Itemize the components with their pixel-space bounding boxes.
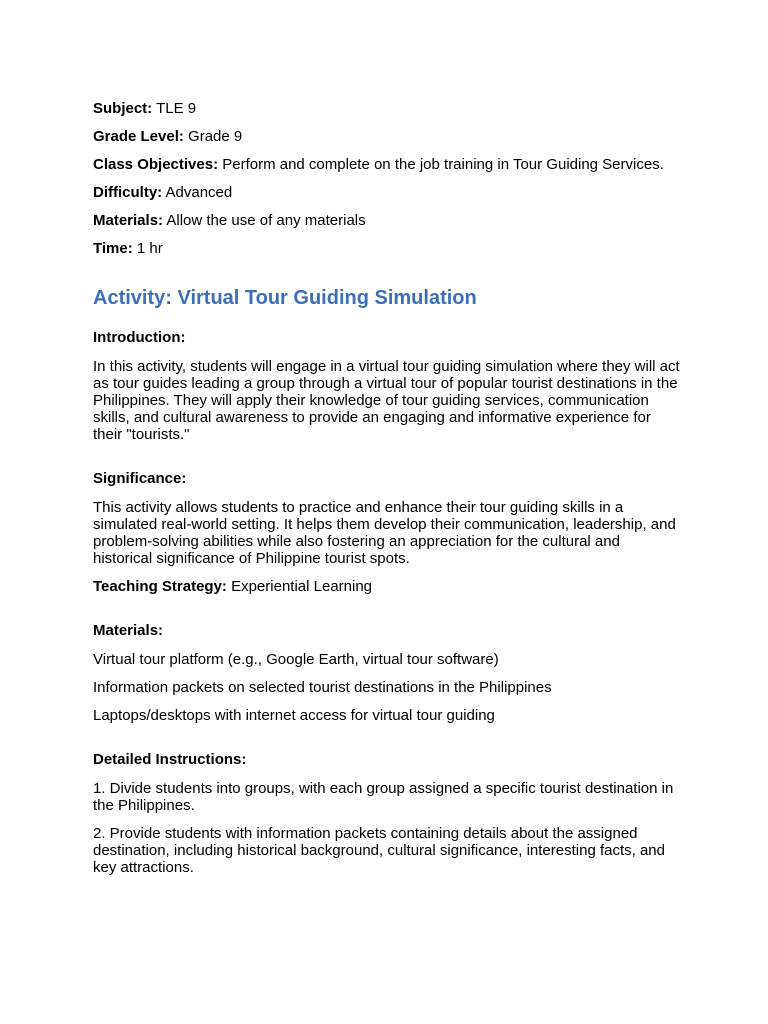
teaching-strategy-line <box>93 578 683 595</box>
subject-label: Subject: <box>93 100 153 117</box>
introduction-heading: Introduction: <box>93 329 186 346</box>
document-page <box>93 100 683 887</box>
instruction-step: 1. Divide students into groups, with each group assigned a specific tourist destination in the Philippines. <box>93 780 674 814</box>
materials-item: Virtual tour platform (e.g., Google Earth, virtual tour software) <box>93 651 499 668</box>
grade-level-value: Grade 9 <box>183 128 243 145</box>
time-value: 1 hr <box>132 240 163 257</box>
class-objectives-value: Perform and complete on the job training in Tour Guiding Services. <box>218 156 664 173</box>
subject-line <box>93 100 683 117</box>
instruction-step: 2. Provide students with information packets containing details about the assigned destination, including historical background, cultural significance, interesting facts, and key attractions. <box>93 825 665 876</box>
significance-text: This activity allows students to practice and enhance their tour guiding skills in a simulated real-world setting. It helps them develop their communication, leadership, and problem-solving abilities while also fostering an appreciation for the cultural and historical significance of Philippine tourist spots. <box>93 499 676 567</box>
materials-value: Allow the use of any materials <box>163 212 366 229</box>
materials-label: Materials: <box>93 212 164 229</box>
significance-heading: Significance: <box>93 470 187 487</box>
grade-level-label: Grade Level: <box>93 128 184 145</box>
materials-item: Information packets on selected tourist destinations in the Philippines <box>93 679 552 696</box>
difficulty-value: Advanced <box>162 184 233 201</box>
class-objectives-label: Class Objectives: <box>93 156 219 173</box>
introduction-text: In this activity, students will engage in a virtual tour guiding simulation where they will act as tour guides leading a group through a virtual tour of popular tourist destinations in the Philippines. They will apply their knowledge of tour guiding services, communication skills, and cultural awareness to provide an engaging and informative experience for their "tourists." <box>93 358 680 443</box>
teaching-strategy-value: Experiential Learning <box>226 578 373 595</box>
materials-item: Laptops/desktops with internet access for virtual tour guiding <box>93 707 495 724</box>
subject-value: TLE 9 <box>152 100 197 117</box>
teaching-strategy-label: Teaching Strategy: <box>93 578 227 595</box>
class-objectives-line <box>93 156 683 173</box>
materials-heading: Materials: <box>93 622 164 639</box>
difficulty-label: Difficulty: <box>93 184 163 201</box>
time-line <box>93 240 683 257</box>
activity-title: Activity: Virtual Tour Guiding Simulation <box>93 287 477 309</box>
materials-line <box>93 212 683 229</box>
time-label: Time: <box>93 240 133 257</box>
difficulty-line <box>93 184 683 201</box>
grade-level-line <box>93 128 683 145</box>
instructions-heading: Detailed Instructions: <box>93 751 247 768</box>
